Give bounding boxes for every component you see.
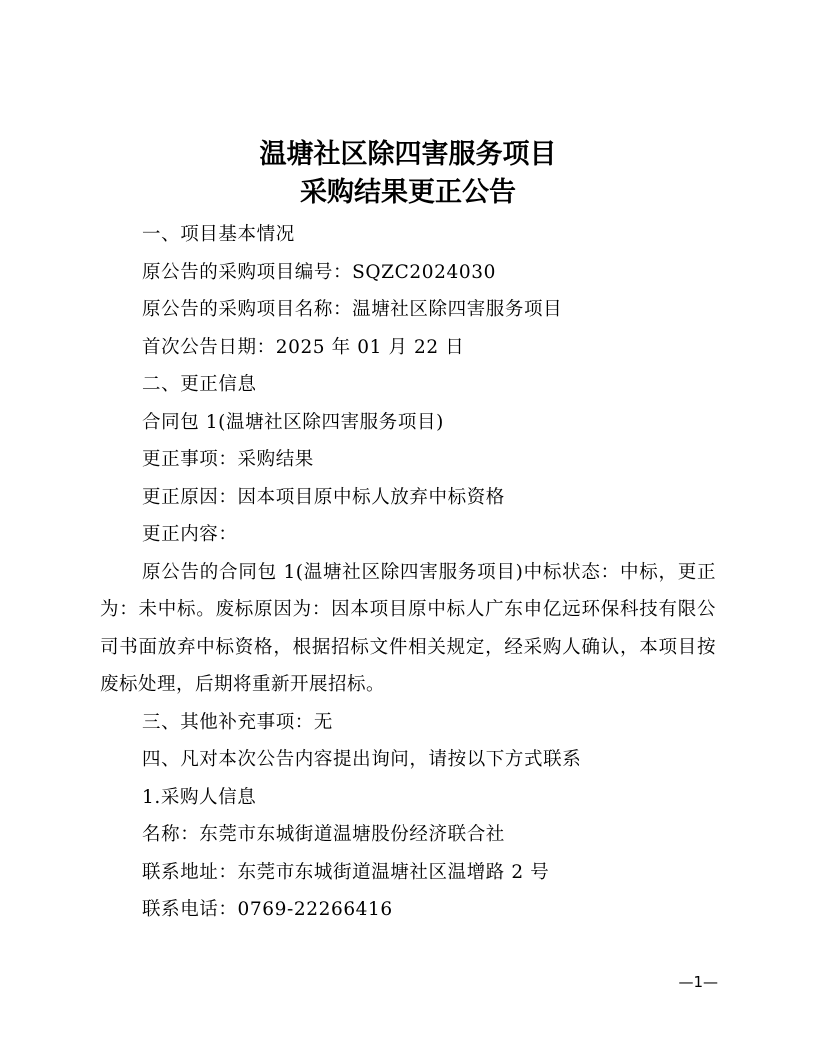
correction-content-label: 更正内容： — [142, 524, 238, 545]
document-body — [100, 216, 716, 929]
section1-heading: 一、项目基本情况 — [142, 224, 295, 245]
correction-item: 更正事项：采购结果 — [142, 449, 314, 470]
first-notice-date: 首次公告日期：2025 年 01 月 22 日 — [142, 336, 465, 358]
correction-reason: 更正原因：因本项目原中标人放弃中标资格 — [142, 486, 505, 508]
project-name: 原公告的采购项目名称：温塘社区除四害服务项目 — [142, 299, 563, 320]
purchaser-phone: 联系电话：0769-22266416 — [142, 899, 393, 920]
section4-heading: 四、凡对本次公告内容提出询问，请按以下方式联系 — [142, 749, 582, 770]
purchaser-address: 联系地址：东莞市东城街道温塘社区温增路 2 号 — [142, 861, 550, 883]
purchaser-name: 名称：东莞市东城街道温塘股份经济联合社 — [142, 824, 505, 845]
contract-package: 合同包 1(温塘社区除四害服务项目) — [142, 411, 444, 433]
purchaser-info-heading: 1.采购人信息 — [142, 786, 257, 808]
section2-heading: 二、更正信息 — [142, 374, 257, 395]
project-number: 原公告的采购项目编号：SQZC2024030 — [142, 261, 496, 283]
section3-heading: 三、其他补充事项：无 — [142, 711, 334, 733]
document-title-line2: 采购结果更正公告 — [300, 177, 516, 208]
document-title-line1: 温塘社区除四害服务项目 — [259, 139, 557, 170]
page-number: —1— — [678, 973, 718, 991]
correction-content-text: 原公告的合同包 1(温塘社区除四害服务项目)中标状态：中标，更正为：未中标。废标原因为：因本项目原中标人广东申亿远环保科技有限公司书面放弃中标资格，根据招标文件相关规定，经采购人确认，本项目按废标处理，后期将重新开展招标。 — [100, 561, 716, 695]
